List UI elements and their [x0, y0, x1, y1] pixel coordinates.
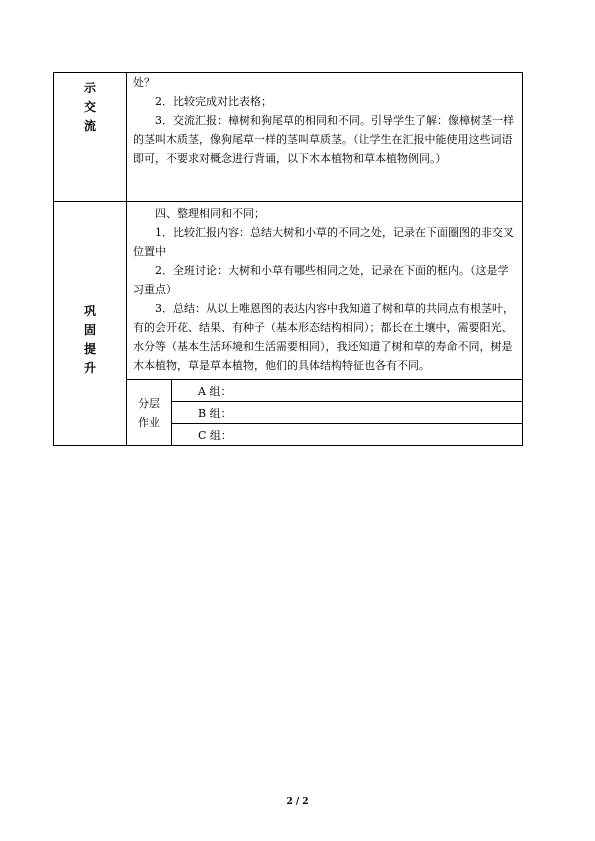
- label-char: 固: [83, 323, 96, 337]
- text-line: 3．交流汇报：樟树和狗尾草的相同和不同。引导学生了解：像樟树茎一样的茎叫木质茎，像狗尾草一样的茎叫草质茎。（让学生在汇报中能使用这些词语即可，不要求对概念进行背诵，以下木本植物和草本植物例同。）: [133, 114, 514, 165]
- section-label-consolidate: [54, 202, 127, 446]
- homework-group-c: C 组：: [172, 424, 523, 446]
- section-content-exchange: [127, 73, 523, 202]
- text-line: 2．全班讨论：大树和小草有哪些相同之处，记录在下面的框内。（这是学习重点）: [133, 264, 509, 296]
- section-content-consolidate: [127, 202, 523, 446]
- label-char: 示: [83, 81, 96, 95]
- label-char: 交: [83, 100, 96, 114]
- homework-group-b: B 组：: [172, 402, 523, 424]
- homework-table: [127, 379, 522, 445]
- page-number: 2 / 2: [286, 797, 309, 807]
- label-char: 提: [83, 342, 96, 356]
- section-exchange-row: [54, 73, 523, 202]
- label-char: 巩: [83, 304, 96, 318]
- text-line: 四、整理相同和不同；: [155, 207, 265, 220]
- homework-label: [127, 380, 172, 446]
- label-char: 升: [83, 361, 96, 375]
- homework-label-line: 分层: [138, 396, 160, 410]
- lesson-plan-table: [53, 72, 523, 446]
- section-consolidate-row: [54, 202, 523, 446]
- text-line: 1．比较汇报内容：总结大树和小草的不同之处，记录在下面圈图的非交叉位置中: [133, 226, 514, 258]
- homework-group-a: A 组：: [172, 380, 523, 402]
- text-line: 处？: [133, 76, 155, 89]
- homework-label-line: 作业: [138, 415, 160, 429]
- label-char: 流: [83, 119, 96, 133]
- text-line: 3．总结：从以上唯恩图的表达内容中我知道了树和草的共同点有根茎叶，有的会开花、结果、有种子（基本形态结构相同）；都长在土壤中，需要阳光、水分等（基本生活环境和生活需要相同），我还知道了树和草的寿命不同，树是木本植物，草是草本植物，他们的具体结构特征也各有不同。: [133, 302, 514, 372]
- section-label-exchange: [54, 73, 127, 202]
- text-line: 2．比较完成对比表格；: [155, 95, 272, 108]
